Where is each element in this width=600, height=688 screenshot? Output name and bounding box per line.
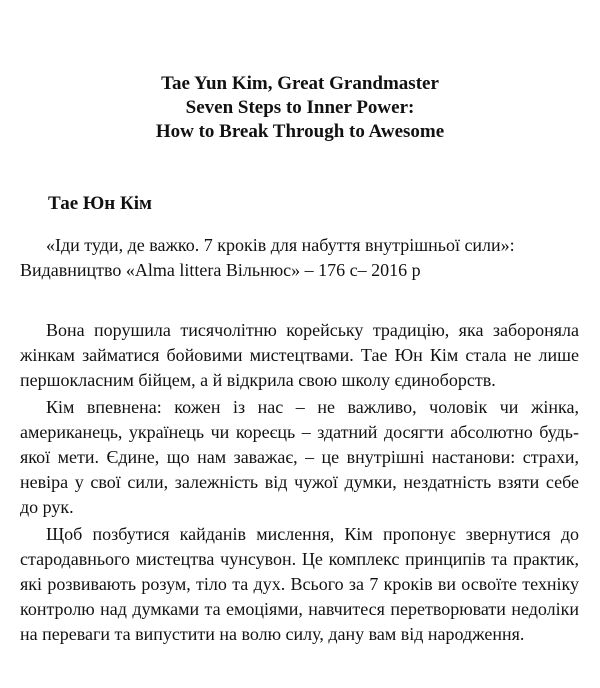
book-citation — [20, 233, 580, 283]
english-title — [0, 72, 600, 144]
title-line-2: Seven Steps to Inner Power: — [185, 97, 415, 118]
title-line-1: Tae Yun Kim, Great Grandmaster — [161, 73, 439, 94]
citation-title-line: «Іди туди, де важко. 7 кроків для набуття внутрішньої сили»: — [46, 235, 515, 255]
paragraph-1: Вона порушила тисячолітню корейську традицію, яка забороняла жінкам займатися бойовими мистецтвами. Тае Юн Кім стала не лише першокласним бійцем, а й відкрила свою школу єдиноборств. — [20, 320, 579, 390]
title-line-3: How to Break Through to Awesome — [155, 121, 445, 142]
paragraph-2: Кім впевнена: кожен із нас – не важливо, чоловік чи жінка, американець, українець чи кореєць – здатний досягти абсолютно будь-якої мети. Єдине, що нам заважає, – це внутрішні настанови: страхи, невіра у свої сили, залежність від чужої думки, нездатність взяти себе до рук. — [20, 397, 579, 517]
body-text — [20, 318, 579, 649]
citation-publisher-line: Видавництво «Alma littera Вільнюс» – 176 с– 2016 р — [20, 260, 421, 280]
paragraph-3: Щоб позбутися кайданів мислення, Кім пропонує звернутися до стародавнього мистецтва чунсувон. Це комплекс принципів та практик, які розвивають розум, тіло та дух. Всього за 7 кроків ви освоїте техніку контролю над думками та емоціями, навчитеся перетворювати недоліки на переваги та випустити на волю силу, дану вам від народження. — [20, 524, 579, 644]
author-name: Тае Юн Кім — [48, 193, 152, 214]
